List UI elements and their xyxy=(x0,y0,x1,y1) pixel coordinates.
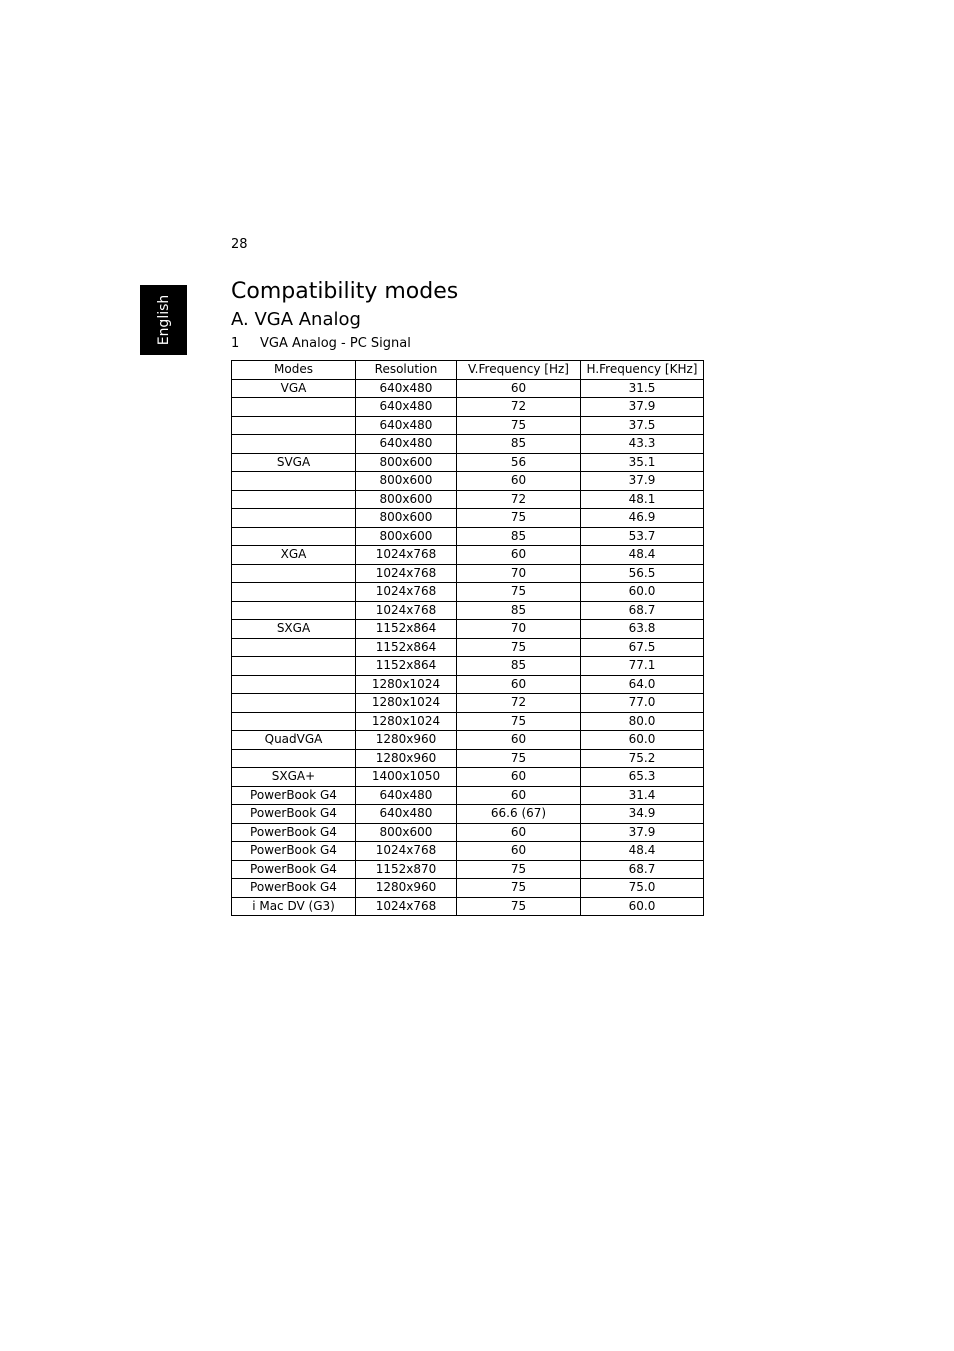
mode-cell: QuadVGA xyxy=(232,731,356,750)
h-frequency-cell: 68.7 xyxy=(581,601,704,620)
language-tab-label: English xyxy=(155,294,172,346)
h-frequency-cell: 60.0 xyxy=(581,897,704,916)
h-frequency-cell: 80.0 xyxy=(581,712,704,731)
h-frequency-cell: 35.1 xyxy=(581,453,704,472)
resolution-cell: 1280x960 xyxy=(356,879,457,898)
resolution-cell: 640x480 xyxy=(356,416,457,435)
table-row xyxy=(232,416,704,435)
v-frequency-cell: 75 xyxy=(457,509,581,528)
resolution-cell: 1152x864 xyxy=(356,638,457,657)
v-frequency-cell: 75 xyxy=(457,416,581,435)
table-row xyxy=(232,638,704,657)
h-frequency-cell: 56.5 xyxy=(581,564,704,583)
resolution-cell: 1152x864 xyxy=(356,657,457,676)
v-frequency-cell: 70 xyxy=(457,620,581,639)
language-tab xyxy=(140,285,187,355)
mode-cell: i Mac DV (G3) xyxy=(232,897,356,916)
mode-cell xyxy=(232,657,356,676)
mode-cell: SXGA+ xyxy=(232,768,356,787)
mode-cell xyxy=(232,398,356,417)
v-frequency-cell: 60 xyxy=(457,379,581,398)
mode-cell xyxy=(232,638,356,657)
v-frequency-cell: 60 xyxy=(457,731,581,750)
resolution-cell: 1152x864 xyxy=(356,620,457,639)
resolution-cell: 1024x768 xyxy=(356,601,457,620)
table-row xyxy=(232,805,704,824)
resolution-cell: 640x480 xyxy=(356,435,457,454)
mode-cell: PowerBook G4 xyxy=(232,860,356,879)
v-frequency-cell: 60 xyxy=(457,786,581,805)
header-h-frequency: H.Frequency [KHz] xyxy=(581,361,704,380)
h-frequency-cell: 77.1 xyxy=(581,657,704,676)
h-frequency-cell: 65.3 xyxy=(581,768,704,787)
table-row xyxy=(232,823,704,842)
resolution-cell: 1280x1024 xyxy=(356,675,457,694)
mode-cell: SXGA xyxy=(232,620,356,639)
h-frequency-cell: 60.0 xyxy=(581,731,704,750)
h-frequency-cell: 31.4 xyxy=(581,786,704,805)
mode-cell xyxy=(232,564,356,583)
table-row xyxy=(232,675,704,694)
resolution-cell: 1024x768 xyxy=(356,897,457,916)
table-row xyxy=(232,749,704,768)
resolution-cell: 800x600 xyxy=(356,527,457,546)
mode-cell xyxy=(232,694,356,713)
v-frequency-cell: 75 xyxy=(457,583,581,602)
table-row xyxy=(232,564,704,583)
v-frequency-cell: 75 xyxy=(457,860,581,879)
v-frequency-cell: 75 xyxy=(457,712,581,731)
h-frequency-cell: 31.5 xyxy=(581,379,704,398)
resolution-cell: 1280x960 xyxy=(356,749,457,768)
resolution-cell: 1024x768 xyxy=(356,564,457,583)
header-v-frequency: V.Frequency [Hz] xyxy=(457,361,581,380)
h-frequency-cell: 43.3 xyxy=(581,435,704,454)
v-frequency-cell: 75 xyxy=(457,749,581,768)
header-modes: Modes xyxy=(232,361,356,380)
v-frequency-cell: 60 xyxy=(457,768,581,787)
table-caption xyxy=(231,335,411,353)
resolution-cell: 800x600 xyxy=(356,453,457,472)
compatibility-modes-table xyxy=(231,360,704,916)
table-row xyxy=(232,472,704,491)
v-frequency-cell: 85 xyxy=(457,527,581,546)
v-frequency-cell: 75 xyxy=(457,879,581,898)
mode-cell: PowerBook G4 xyxy=(232,823,356,842)
h-frequency-cell: 34.9 xyxy=(581,805,704,824)
mode-cell xyxy=(232,416,356,435)
mode-cell: XGA xyxy=(232,546,356,565)
mode-cell xyxy=(232,749,356,768)
table-row xyxy=(232,601,704,620)
table-row xyxy=(232,842,704,861)
v-frequency-cell: 75 xyxy=(457,897,581,916)
table-row xyxy=(232,435,704,454)
v-frequency-cell: 72 xyxy=(457,694,581,713)
v-frequency-cell: 72 xyxy=(457,490,581,509)
resolution-cell: 1400x1050 xyxy=(356,768,457,787)
resolution-cell: 1024x768 xyxy=(356,583,457,602)
resolution-cell: 1280x960 xyxy=(356,731,457,750)
h-frequency-cell: 37.9 xyxy=(581,823,704,842)
table-row xyxy=(232,860,704,879)
resolution-cell: 1152x870 xyxy=(356,860,457,879)
h-frequency-cell: 48.4 xyxy=(581,546,704,565)
v-frequency-cell: 70 xyxy=(457,564,581,583)
v-frequency-cell: 75 xyxy=(457,638,581,657)
table-caption-number: 1 xyxy=(231,336,240,351)
resolution-cell: 1024x768 xyxy=(356,546,457,565)
resolution-cell: 640x480 xyxy=(356,786,457,805)
table-row xyxy=(232,768,704,787)
mode-cell xyxy=(232,601,356,620)
table-row xyxy=(232,398,704,417)
h-frequency-cell: 75.0 xyxy=(581,879,704,898)
mode-cell: PowerBook G4 xyxy=(232,786,356,805)
h-frequency-cell: 75.2 xyxy=(581,749,704,768)
h-frequency-cell: 77.0 xyxy=(581,694,704,713)
resolution-cell: 1024x768 xyxy=(356,842,457,861)
table-row xyxy=(232,879,704,898)
table-row xyxy=(232,897,704,916)
v-frequency-cell: 56 xyxy=(457,453,581,472)
table-row xyxy=(232,620,704,639)
mode-cell xyxy=(232,712,356,731)
table-row xyxy=(232,786,704,805)
v-frequency-cell: 85 xyxy=(457,657,581,676)
page-number: 28 xyxy=(231,237,248,252)
table-row xyxy=(232,712,704,731)
table-header-row xyxy=(232,361,704,380)
table-row xyxy=(232,546,704,565)
v-frequency-cell: 60 xyxy=(457,823,581,842)
table-row xyxy=(232,509,704,528)
v-frequency-cell: 72 xyxy=(457,398,581,417)
mode-cell: VGA xyxy=(232,379,356,398)
mode-cell xyxy=(232,675,356,694)
resolution-cell: 800x600 xyxy=(356,823,457,842)
resolution-cell: 800x600 xyxy=(356,472,457,491)
mode-cell: PowerBook G4 xyxy=(232,842,356,861)
table-row xyxy=(232,527,704,546)
h-frequency-cell: 48.4 xyxy=(581,842,704,861)
resolution-cell: 640x480 xyxy=(356,805,457,824)
mode-cell xyxy=(232,435,356,454)
table-caption-text: VGA Analog - PC Signal xyxy=(260,336,411,351)
h-frequency-cell: 37.9 xyxy=(581,472,704,491)
table-row xyxy=(232,453,704,472)
table-row xyxy=(232,379,704,398)
h-frequency-cell: 68.7 xyxy=(581,860,704,879)
v-frequency-cell: 85 xyxy=(457,601,581,620)
h-frequency-cell: 67.5 xyxy=(581,638,704,657)
resolution-cell: 800x600 xyxy=(356,509,457,528)
resolution-cell: 1280x1024 xyxy=(356,712,457,731)
v-frequency-cell: 60 xyxy=(457,472,581,491)
mode-cell xyxy=(232,527,356,546)
mode-cell xyxy=(232,490,356,509)
header-resolution: Resolution xyxy=(356,361,457,380)
mode-cell xyxy=(232,509,356,528)
mode-cell: PowerBook G4 xyxy=(232,879,356,898)
table-row xyxy=(232,490,704,509)
h-frequency-cell: 46.9 xyxy=(581,509,704,528)
h-frequency-cell: 53.7 xyxy=(581,527,704,546)
table-row xyxy=(232,583,704,602)
v-frequency-cell: 60 xyxy=(457,546,581,565)
v-frequency-cell: 60 xyxy=(457,675,581,694)
v-frequency-cell: 60 xyxy=(457,842,581,861)
page-title: Compatibility modes xyxy=(231,279,459,304)
h-frequency-cell: 37.9 xyxy=(581,398,704,417)
table-row xyxy=(232,731,704,750)
table-row xyxy=(232,657,704,676)
h-frequency-cell: 48.1 xyxy=(581,490,704,509)
h-frequency-cell: 60.0 xyxy=(581,583,704,602)
mode-cell: SVGA xyxy=(232,453,356,472)
resolution-cell: 640x480 xyxy=(356,379,457,398)
resolution-cell: 640x480 xyxy=(356,398,457,417)
h-frequency-cell: 37.5 xyxy=(581,416,704,435)
h-frequency-cell: 64.0 xyxy=(581,675,704,694)
resolution-cell: 800x600 xyxy=(356,490,457,509)
section-subtitle: A. VGA Analog xyxy=(231,309,361,330)
table-row xyxy=(232,694,704,713)
mode-cell: PowerBook G4 xyxy=(232,805,356,824)
v-frequency-cell: 85 xyxy=(457,435,581,454)
table-body xyxy=(232,379,704,916)
mode-cell xyxy=(232,472,356,491)
mode-cell xyxy=(232,583,356,602)
resolution-cell: 1280x1024 xyxy=(356,694,457,713)
h-frequency-cell: 63.8 xyxy=(581,620,704,639)
v-frequency-cell: 66.6 (67) xyxy=(457,805,581,824)
